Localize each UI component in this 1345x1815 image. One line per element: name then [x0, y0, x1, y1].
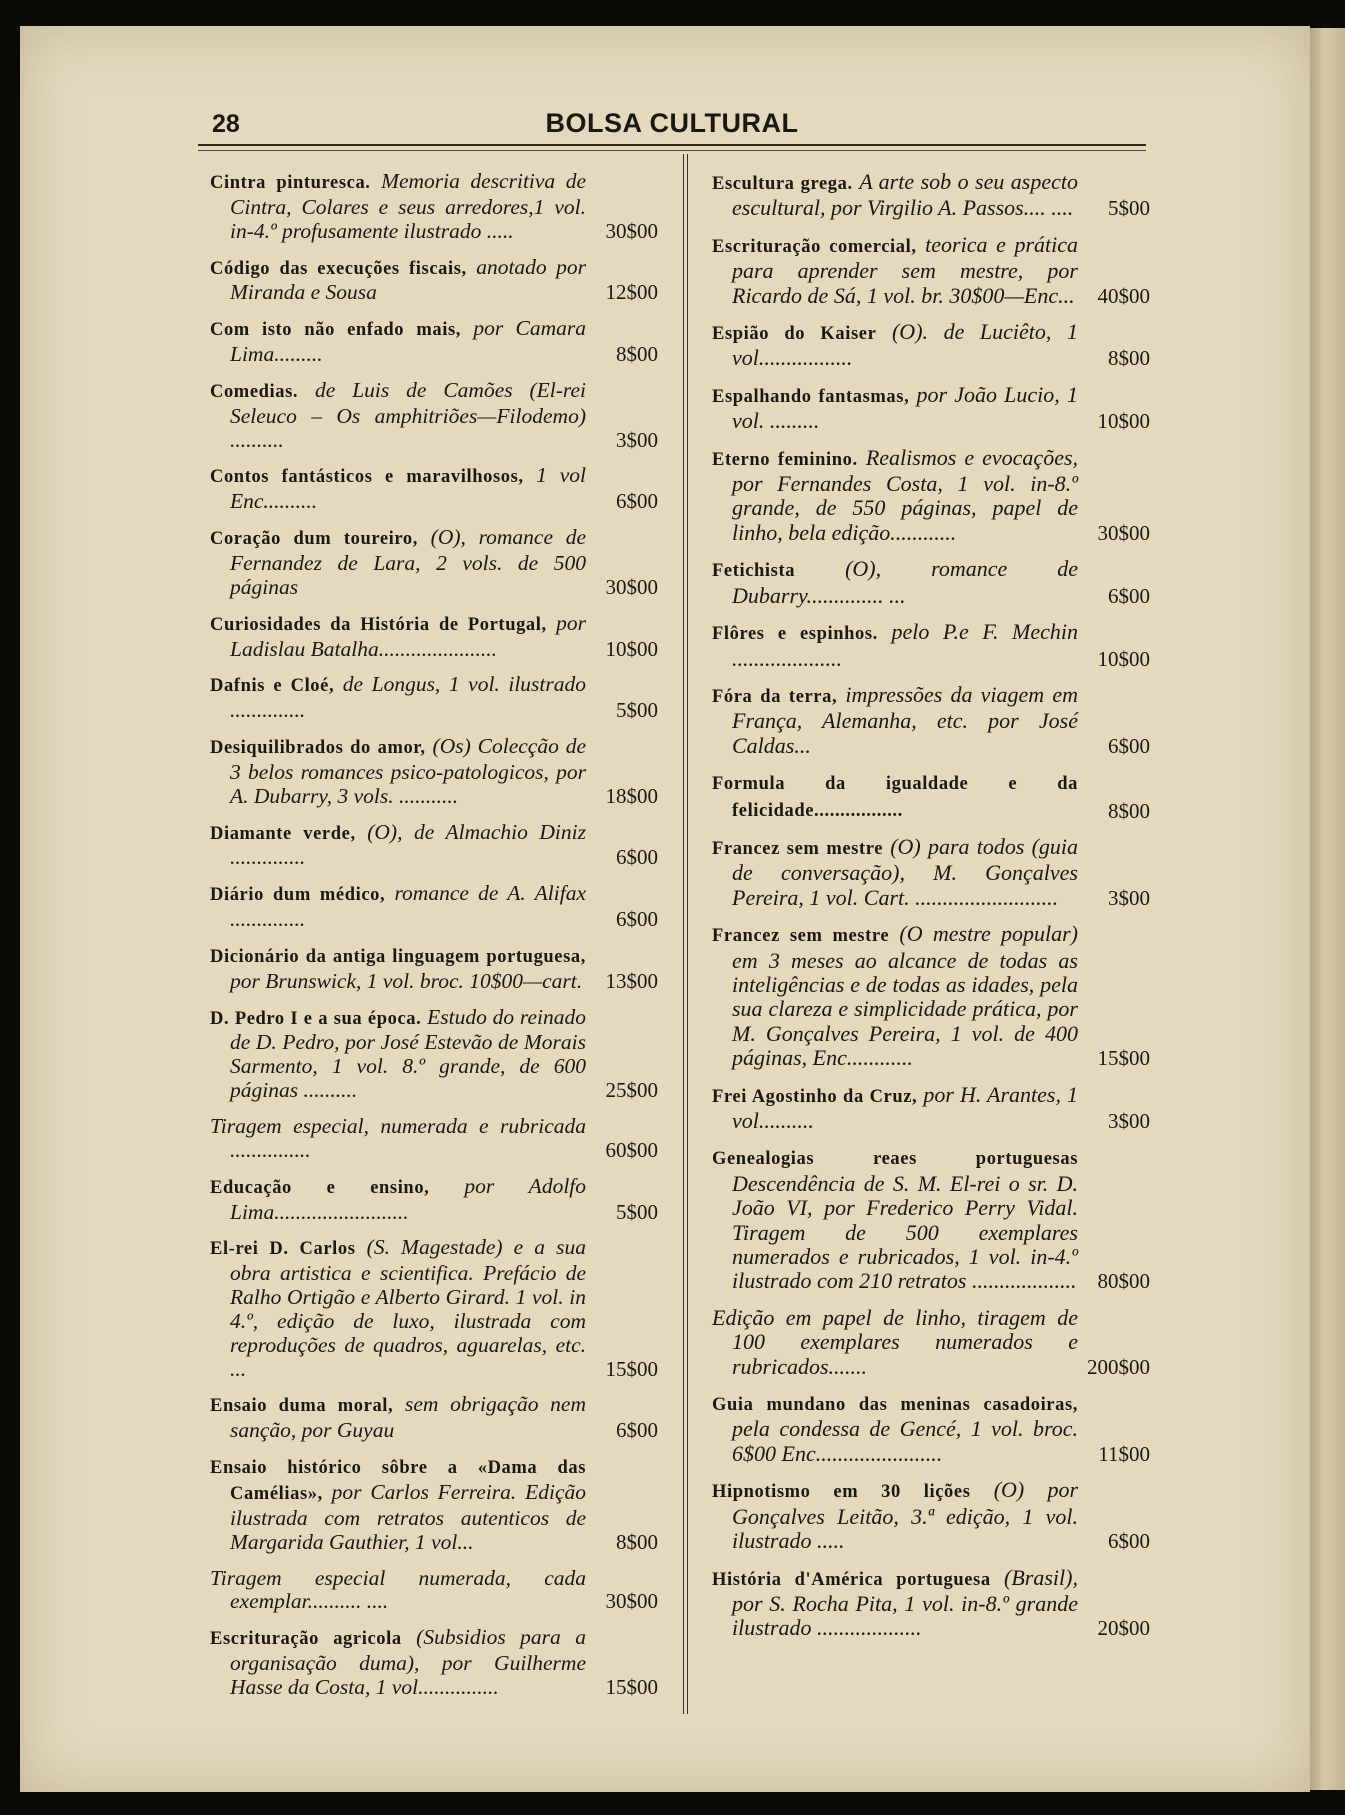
- book-title: Frei Agostinho da Cruz,: [712, 1086, 918, 1107]
- entry-text: [210, 1626, 586, 1700]
- book-description: Estudo do reinado de D. Pedro, por José Estevão de Morais Sarmento, 1 vol. 8.º grande, de 600 páginas ..........: [230, 1004, 586, 1103]
- book-description: (S. Magestade) e a sua obra artistica e scientifica. Prefácio de Ralho Ortigão e Alberto Girard. 1 vol. in 4.º, edição de luxo, ilustrada com reproduções de quadros, aguarelas, etc. ...: [230, 1235, 586, 1381]
- book-description: romance de A. Alifax ..............: [230, 881, 586, 932]
- catalog-entry: [712, 922, 1150, 1070]
- catalog-entry: [712, 1083, 1150, 1134]
- book-price: 13$00: [605, 968, 658, 993]
- catalog-entry: [712, 1145, 1150, 1293]
- entry-text: [210, 464, 586, 514]
- catalog-entry: [210, 170, 658, 244]
- book-price: 18$00: [605, 783, 658, 808]
- book-title: Hipnotismo em 30 lições: [712, 1482, 971, 1503]
- catalog-entry: [210, 1236, 658, 1381]
- catalog-entry: [210, 526, 658, 600]
- book-description: (O) por Gonçalves Leitão, 3.ª edição, 1 vol. ilustrado .....: [732, 1477, 1079, 1554]
- catalog-entry: [210, 821, 658, 871]
- book-price: 25$00: [605, 1078, 658, 1103]
- book-price: 20$00: [1097, 1616, 1150, 1641]
- entry-text: [712, 620, 1078, 671]
- book-title: Diário dum médico,: [210, 885, 386, 906]
- book-price: 8$00: [1108, 346, 1150, 371]
- book-title: Francez sem mestre: [712, 838, 884, 859]
- book-title: D. Pedro I e a sua época.: [210, 1008, 422, 1029]
- book-description: (O), romance de Fernandez de Lara, 2 vols. de 500 páginas: [230, 525, 586, 599]
- catalog-entry: [210, 1175, 658, 1225]
- catalog-entry: [712, 620, 1150, 671]
- entry-text: [712, 170, 1078, 221]
- catalog-entry: [210, 1006, 658, 1103]
- catalog-entry: [210, 464, 658, 514]
- entry-text: [210, 735, 586, 809]
- entry-text: [712, 1083, 1078, 1134]
- book-title: Ensaio histórico sôbre a «Dama das Camélias»,: [210, 1458, 586, 1504]
- entry-text: [712, 320, 1078, 371]
- header-rule: [198, 144, 1146, 146]
- book-description: anotado por Miranda e Sousa: [230, 254, 586, 305]
- book-description: por Ladislau Batalha......................: [230, 610, 586, 661]
- catalog-entry: [712, 557, 1150, 608]
- book-price: 10$00: [1097, 409, 1150, 434]
- running-title: BOLSA CULTURAL: [545, 108, 799, 138]
- catalog-entry: [210, 1626, 658, 1700]
- catalog-entry: [712, 170, 1150, 221]
- catalog-entry: [712, 1391, 1150, 1466]
- book-price: 8$00: [616, 342, 658, 367]
- book-description: Tiragem especial numerada, cada exemplar.......... ....: [210, 1565, 586, 1614]
- book-price: 6$00: [616, 1418, 658, 1443]
- book-title: Francez sem mestre: [712, 926, 890, 947]
- book-title: Flôres e espinhos.: [712, 624, 878, 645]
- book-price: 40$00: [1097, 283, 1150, 308]
- catalog-entry: [210, 1393, 658, 1443]
- book-title: Guia mundano das meninas casadoiras,: [712, 1395, 1078, 1416]
- book-price: 10$00: [605, 636, 658, 661]
- book-description: (Brasil), por S. Rocha Pita, 1 vol. in-8.º grande ilustrado ...................: [732, 1564, 1078, 1641]
- book-description: de Longus, 1 vol. ilustrado ..............: [230, 672, 586, 723]
- catalog-entry: [210, 1115, 658, 1163]
- book-description: (Os) Colecção de 3 belos romances psico-patologicos, por A. Dubarry, 3 vols. ...........: [230, 734, 587, 808]
- book-description: por João Lucio, 1 vol. .........: [732, 381, 1078, 434]
- entry-text: [210, 673, 586, 723]
- entry-text: [712, 1391, 1078, 1466]
- book-description: de Luis de Camões (El-rei Seleuco – Os amphitriões—Filodemo) ..........: [230, 377, 587, 452]
- book-price: 5$00: [1108, 196, 1150, 221]
- book-price: 8$00: [616, 1529, 658, 1554]
- book-title: Contos fantásticos e maravilhosos,: [210, 467, 524, 488]
- book-description: (O) para todos (guia de conversação), M. Gonçalves Pereira, 1 vol. Cart. ..........................: [732, 833, 1079, 910]
- book-description: Descendência de S. M. El-rei o sr. D. João VI, por Frederico Perry Vidal. Tiragem de 500 exemplares numerados e rubricados, 1 vol. in-4.º ilustrado com 210 retratos ...................: [732, 1170, 1078, 1294]
- entry-text: [712, 922, 1078, 1070]
- header-rule-thin: [198, 150, 1146, 151]
- book-description: Realismos e evocações, por Fernandes Costa, 1 vol. in-8.º grande, de 550 páginas, papel de linho, bela edição............: [732, 444, 1079, 545]
- book-title: Espalhando fantasmas,: [712, 386, 910, 407]
- catalog-entry: [210, 379, 658, 453]
- entry-text: [712, 557, 1078, 608]
- entry-text: [210, 379, 586, 453]
- book-description: (O), romance de Dubarry.............. ...: [732, 556, 1079, 608]
- book-description: Edição em papel de linho, tiragem de 100 exemplares numerados e rubricados.......: [712, 1304, 1078, 1379]
- book-title: Diamante verde,: [210, 823, 356, 844]
- book-title: História d'América portuguesa: [712, 1569, 991, 1590]
- entry-text: [210, 170, 586, 244]
- entry-text: [210, 256, 586, 306]
- book-price: 60$00: [605, 1137, 658, 1162]
- catalog-entry: [210, 944, 658, 994]
- book-title: Cintra pinturesca.: [210, 173, 371, 193]
- book-price: 6$00: [1108, 583, 1150, 608]
- catalog-entry: [712, 1478, 1150, 1553]
- entry-text: [210, 1006, 586, 1103]
- catalog-entry: [712, 320, 1150, 371]
- book-description: teorica e prática para aprender sem mestre, por Ricardo de Sá, 1 vol. br. 30$00—Enc...: [732, 231, 1078, 308]
- entry-text: [210, 317, 586, 367]
- facing-page-edge: [1310, 28, 1345, 1790]
- catalog-entry: [712, 383, 1150, 434]
- book-title: Dafnis e Cloé,: [210, 676, 335, 697]
- book-title: Fóra da terra,: [712, 686, 838, 707]
- book-price: 30$00: [605, 218, 658, 243]
- book-description: por Brunswick, 1 vol. broc. 10$00—cart.: [230, 968, 583, 993]
- book-description: (O mestre popular) em 3 meses ao alcance de todas as inteligências e de todas as idades, pela sua clareza e simplicidade prática, por M. Gonçalves Pereira, 1 vol. de 400 páginas, Enc............: [732, 921, 1078, 1071]
- entry-text: [210, 1455, 586, 1554]
- entry-text: [210, 1236, 586, 1381]
- entry-text: [712, 1145, 1078, 1293]
- book-description: por Carlos Ferreira. Edição ilustrada com retratos autenticos de Margarida Gauthier, 1 vol...: [230, 1479, 587, 1554]
- book-price: 5$00: [616, 1199, 658, 1224]
- book-price: 30$00: [1097, 520, 1150, 545]
- book-title: Comedias.: [210, 381, 299, 402]
- catalog-entry: [210, 612, 658, 662]
- book-title: Ensaio duma moral,: [210, 1396, 394, 1417]
- catalog-entry: [712, 1306, 1150, 1379]
- book-title: Educação e ensino,: [210, 1177, 430, 1198]
- entry-text: [712, 1566, 1078, 1641]
- catalog-entry: [210, 882, 658, 932]
- book-description: (O). de Luciêto, 1 vol.................: [732, 319, 1078, 371]
- book-title: Dicionário da antiga linguagem portuguesa,: [210, 946, 586, 967]
- entry-text: [712, 446, 1078, 546]
- book-price: 6$00: [1108, 733, 1150, 758]
- book-title: Eterno feminino.: [712, 449, 858, 470]
- book-description: sem obrigação nem sanção, por Guyau: [230, 1392, 587, 1443]
- catalog-entry: [712, 683, 1150, 758]
- entry-text: [210, 944, 586, 994]
- entry-text: [712, 383, 1078, 434]
- book-description: impressões da viagem em França, Alemanha, etc. por José Caldas...: [732, 681, 1079, 758]
- catalog-entry: [210, 256, 658, 306]
- book-price: 6$00: [616, 489, 658, 514]
- book-description: A arte sob o seu aspecto escultural, por Virgilio A. Passos.... ....: [732, 169, 1079, 221]
- catalog-entry: [210, 317, 658, 367]
- book-title: Com isto não enfado mais,: [210, 320, 461, 341]
- entry-text: [712, 770, 1078, 823]
- book-price: 12$00: [605, 280, 658, 305]
- book-description: Tiragem especial, numerada e rubricada ...............: [210, 1114, 586, 1162]
- entry-text: [210, 526, 586, 600]
- book-price: 15$00: [605, 1674, 658, 1699]
- book-title: Desiquilibrados do amor,: [210, 738, 426, 759]
- book-price: 3$00: [1108, 885, 1150, 910]
- book-title: Espião do Kaiser: [712, 324, 877, 345]
- book-price: 6$00: [616, 907, 658, 932]
- entry-text: [712, 683, 1078, 758]
- book-title: Escrituração agricola: [210, 1629, 402, 1650]
- book-price: 30$00: [605, 1589, 658, 1614]
- book-description: pela condessa de Gencé, 1 vol. broc. 6$00 Enc.......................: [732, 1416, 1078, 1466]
- book-title: Coração dum toureiro,: [210, 529, 418, 550]
- book-title: Fetichista: [712, 561, 796, 582]
- book-price: 3$00: [616, 427, 658, 452]
- book-title: Código das execuções fiscais,: [210, 258, 467, 279]
- book-price: 11$00: [1098, 1441, 1150, 1466]
- catalog-entry: [210, 673, 658, 723]
- book-price: 200$00: [1087, 1354, 1150, 1379]
- book-description: (O), de Almachio Diniz ..............: [230, 819, 586, 870]
- entry-text: [712, 1478, 1078, 1553]
- book-price: 6$00: [1108, 1529, 1150, 1554]
- book-description: Memoria descritiva de Cintra, Colares e seus arredores,1 vol. in-4.º profusamente ilustrado .....: [230, 169, 586, 243]
- book-price: 10$00: [1097, 646, 1150, 671]
- left-column: [210, 170, 658, 1712]
- catalog-entry: [712, 835, 1150, 910]
- entry-text: [210, 1175, 586, 1225]
- book-price: 3$00: [1108, 1109, 1150, 1133]
- catalog-entry: [712, 770, 1150, 823]
- book-title: Escrituração comercial,: [712, 236, 917, 257]
- book-price: 6$00: [616, 845, 658, 870]
- book-price: 15$00: [605, 1356, 658, 1381]
- book-price: 8$00: [1108, 798, 1150, 823]
- book-description: por H. Arantes, 1 vol..........: [732, 1081, 1079, 1133]
- book-description: por Camara Lima.........: [230, 316, 586, 367]
- entry-text: [210, 1393, 586, 1443]
- book-price: 30$00: [605, 574, 658, 599]
- entry-text: [712, 233, 1078, 308]
- book-title: Escultura grega.: [712, 174, 853, 194]
- book-title: Curiosidades da História de Portugal,: [210, 614, 547, 635]
- catalog-entry: [210, 1455, 658, 1554]
- book-title: Genealogias reaes portuguesas: [712, 1149, 1078, 1170]
- entry-text: [210, 1115, 586, 1163]
- right-column: [712, 170, 1150, 1653]
- entry-text: [712, 835, 1078, 910]
- book-description: por Adolfo Lima.........................: [230, 1173, 587, 1224]
- entry-text: [210, 882, 586, 932]
- book-price: 80$00: [1097, 1269, 1150, 1294]
- book-description: pelo P.e F. Mechin ....................: [732, 619, 1079, 671]
- catalog-entry: [210, 735, 658, 809]
- book-price: 15$00: [1097, 1046, 1150, 1071]
- entry-text: [210, 612, 586, 662]
- book-title: El-rei D. Carlos: [210, 1239, 356, 1260]
- book-price: 5$00: [616, 698, 658, 723]
- column-divider: [683, 154, 688, 1714]
- catalog-entry: [210, 1567, 658, 1615]
- entry-text: [712, 1306, 1078, 1379]
- catalog-entry: [712, 1566, 1150, 1641]
- page-number: 28: [212, 110, 240, 138]
- book-description: (Subsidios para a organisação duma), por Guilherme Hasse da Costa, 1 vol...............: [230, 1625, 586, 1699]
- catalog-entry: [712, 446, 1150, 546]
- entry-text: [210, 821, 586, 871]
- book-title: Formula da igualdade e da felicidade.................: [712, 774, 1078, 821]
- book-description: 1 vol Enc..........: [230, 463, 586, 514]
- catalog-entry: [712, 233, 1150, 308]
- entry-text: [210, 1567, 586, 1615]
